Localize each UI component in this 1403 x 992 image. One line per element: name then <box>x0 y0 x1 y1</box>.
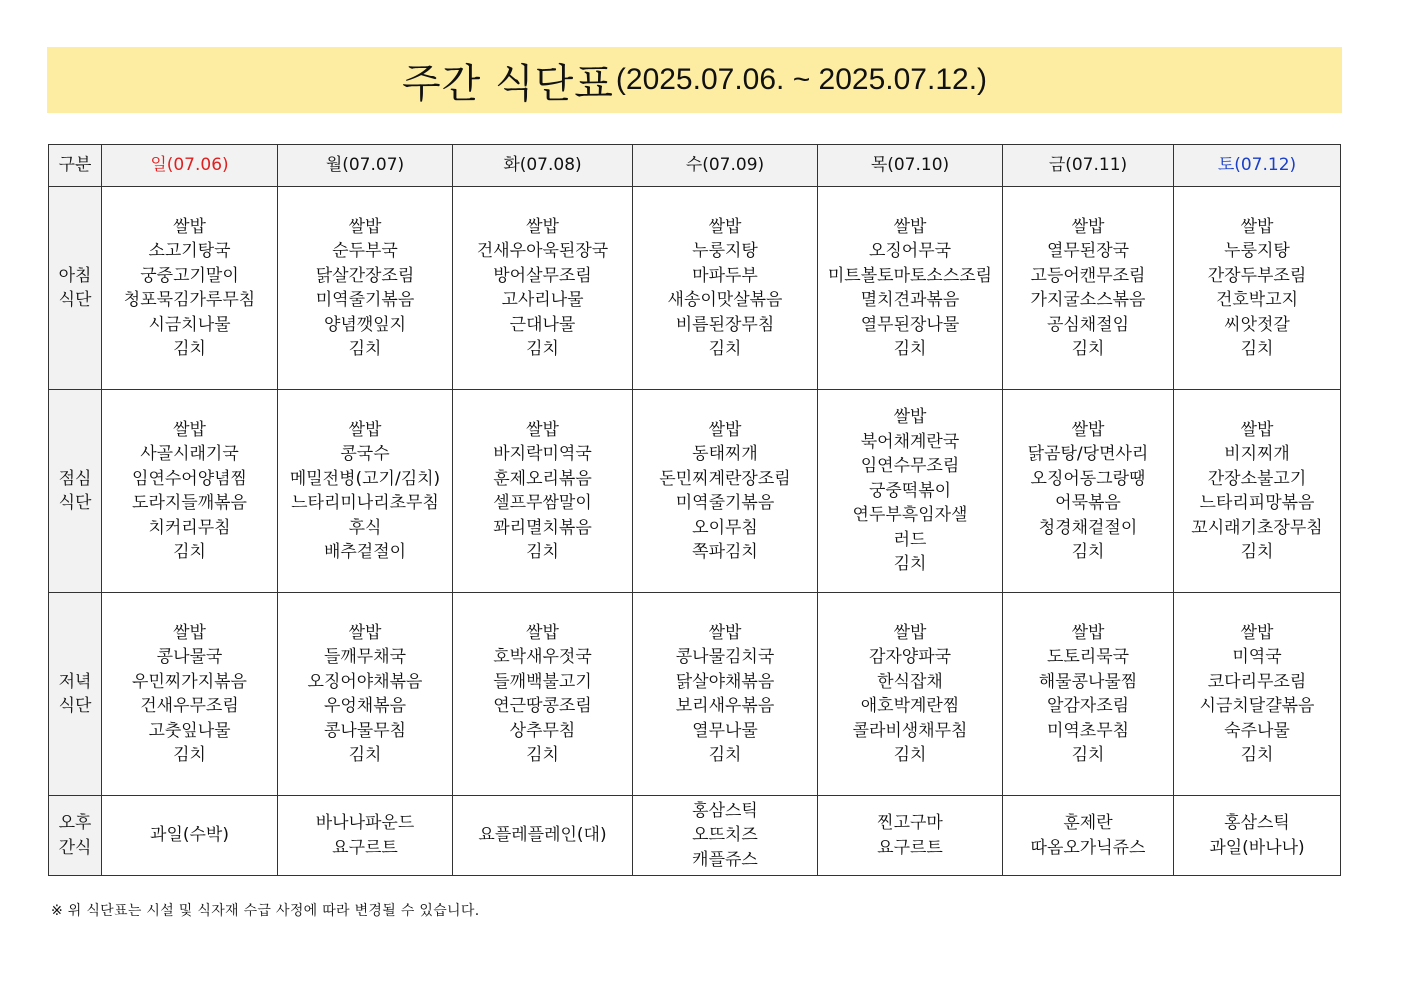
menu-item: 쌀밥 <box>1240 419 1274 440</box>
menu-item: 숙주나물 <box>1224 720 1290 741</box>
menu-cell <box>1003 187 1174 390</box>
menu-item: 김치 <box>1240 745 1274 765</box>
menu-item: 바지락미역국 <box>493 444 592 464</box>
menu-item: 마파두부 <box>692 265 758 286</box>
menu-item: 훈제오리볶음 <box>493 468 592 489</box>
menu-item: 캐플쥬스 <box>692 849 758 870</box>
menu-item: 바나나파운드 <box>315 813 415 833</box>
menu-cell <box>633 187 818 390</box>
menu-item: 가지굴소스볶음 <box>1030 290 1146 310</box>
menu-item: 닭살간장조림 <box>315 265 415 286</box>
meal-label-line: 간식 <box>58 837 92 858</box>
menu-cell <box>453 390 633 593</box>
menu-item: 북어채계란국 <box>860 431 960 452</box>
menu-item: 순두부국 <box>332 241 398 261</box>
menu-cell <box>453 187 633 390</box>
menu-item: 미트볼토마토소스조림 <box>827 265 993 286</box>
menu-item: 사골시래기국 <box>140 444 239 464</box>
menu-item: 메밀전병(고기/김치) <box>289 468 441 489</box>
menu-item: 쌀밥 <box>708 216 742 237</box>
menu-item: 김치 <box>708 745 742 765</box>
menu-item: 김치 <box>173 542 206 562</box>
menu-item: 궁중떡볶이 <box>868 480 952 501</box>
menu-item: 양념깻잎지 <box>323 314 407 335</box>
menu-cell <box>278 187 453 390</box>
menu-item: 과일(수박) <box>150 825 229 846</box>
menu-item: 쌀밥 <box>893 407 927 428</box>
menu-item: 닭곰탕/당면사리 <box>1027 444 1149 464</box>
menu-item: 러드 <box>893 529 927 550</box>
menu-item: 고춧잎나물 <box>148 720 231 741</box>
menu-item: 고사리나물 <box>501 290 584 310</box>
menu-item: 콩국수 <box>340 444 390 464</box>
menu-item: 멸치견과볶음 <box>860 290 960 310</box>
menu-item: 김치 <box>526 745 559 765</box>
menu-item: 오뜨치즈 <box>692 825 758 846</box>
menu-cell <box>278 796 453 876</box>
menu-item: 홍삼스틱 <box>1224 813 1290 833</box>
menu-item: 간장두부조림 <box>1207 265 1307 286</box>
menu-item: 쌀밥 <box>348 622 382 643</box>
menu-item: 김치 <box>526 339 559 359</box>
page-title: 주간 식단표 <box>401 60 614 107</box>
menu-item: 청포묵김가루무침 <box>123 290 256 310</box>
menu-item: 후식 <box>348 517 382 538</box>
menu-cell <box>102 187 278 390</box>
meal-label-line: 아침 <box>58 265 92 286</box>
menu-cell <box>633 593 818 796</box>
meal-label-breakfast <box>49 187 102 390</box>
menu-item: 꼬시래기초장무침 <box>1191 517 1323 538</box>
menu-cell <box>818 187 1003 390</box>
menu-cell <box>278 390 453 593</box>
menu-item: 근대나물 <box>509 314 576 335</box>
menu-item: 도토리묵국 <box>1046 647 1130 667</box>
menu-item: 들깨백불고기 <box>493 671 592 692</box>
menu-item: 콜라비생채무침 <box>852 720 968 741</box>
menu-item: 돈민찌계란장조림 <box>659 468 791 489</box>
menu-item: 김치 <box>1071 542 1105 562</box>
menu-item: 새송이맛살볶음 <box>667 290 783 310</box>
menu-item: 호박새우젓국 <box>493 647 592 667</box>
menu-item: 임연수어양념찜 <box>132 468 247 489</box>
menu-item: 훈제란 <box>1063 813 1113 833</box>
menu-item: 김치 <box>893 339 927 359</box>
menu-item: 해물콩나물찜 <box>1038 671 1138 692</box>
menu-item: 오징어동그랑땡 <box>1030 468 1146 489</box>
meal-label-lunch <box>49 390 102 593</box>
menu-cell <box>818 390 1003 593</box>
menu-cell <box>818 593 1003 796</box>
menu-item: 연두부흑임자샐 <box>852 505 968 526</box>
menu-item: 치커리무침 <box>148 517 231 538</box>
menu-item: 미역줄기볶음 <box>315 290 415 310</box>
menu-item: 쌀밥 <box>348 419 382 440</box>
menu-item: 김치 <box>1071 339 1105 359</box>
meal-label-line: 식단 <box>58 696 92 716</box>
menu-item: 느타리피망볶음 <box>1199 493 1315 513</box>
menu-item: 우엉채볶음 <box>323 696 407 716</box>
menu-cell <box>453 796 633 876</box>
menu-cell <box>1003 796 1174 876</box>
menu-item: 쌀밥 <box>526 622 559 643</box>
menu-item: 청경채겉절이 <box>1038 517 1138 538</box>
menu-cell <box>633 796 818 876</box>
menu-item: 쌀밥 <box>893 622 927 643</box>
menu-item: 비름된장무침 <box>675 314 775 335</box>
menu-item: 김치 <box>173 339 206 359</box>
menu-item: 애호박계란찜 <box>860 696 960 716</box>
menu-item: 김치 <box>893 554 927 575</box>
menu-cell <box>453 593 633 796</box>
menu-item: 건호박고지 <box>1215 290 1299 310</box>
menu-item: 미역초무침 <box>1046 720 1130 741</box>
menu-item: 코다리무조림 <box>1207 671 1307 692</box>
menu-item: 어묵볶음 <box>1055 493 1121 513</box>
menu-item: 미역국 <box>1232 647 1282 667</box>
menu-item: 쌀밥 <box>526 419 559 440</box>
menu-item: 쌀밥 <box>173 419 206 440</box>
menu-item: 쌀밥 <box>1240 216 1274 237</box>
menu-item: 김치 <box>1240 339 1274 359</box>
menu-item: 누룽지탕 <box>1224 241 1290 261</box>
menu-item: 소고기탕국 <box>148 241 231 261</box>
menu-item: 김치 <box>526 542 559 562</box>
menu-item: 오징어야채볶음 <box>307 671 423 692</box>
menu-item: 시금치나물 <box>148 314 231 335</box>
menu-item: 김치 <box>348 745 382 765</box>
menu-item: 콩나물국 <box>156 647 223 667</box>
meal-label-line: 오후 <box>58 813 92 833</box>
menu-item: 쌀밥 <box>708 622 742 643</box>
menu-cell <box>278 593 453 796</box>
menu-item: 요플레플레인(대) <box>478 825 607 846</box>
menu-cell <box>1174 187 1341 390</box>
date-range: (2025.07.06. ~ 2025.07.12.) <box>615 63 988 96</box>
meal-label-line: 식단 <box>58 290 92 310</box>
menu-item: 쌀밥 <box>708 419 742 440</box>
category-header: 구분 <box>49 145 102 187</box>
day-header-sat: 토(07.12) <box>1174 145 1341 187</box>
day-header-wed: 수(07.09) <box>633 145 818 187</box>
weekly-menu-table <box>48 144 1341 876</box>
menu-cell <box>102 390 278 593</box>
menu-cell <box>1174 796 1341 876</box>
menu-item: 과일(바나나) <box>1209 837 1305 858</box>
menu-item: 열무나물 <box>692 720 758 741</box>
menu-item: 건새우아욱된장국 <box>476 241 609 261</box>
menu-item: 김치 <box>173 745 206 765</box>
menu-item: 쌀밥 <box>526 216 559 237</box>
menu-item: 우민찌가지볶음 <box>132 671 247 692</box>
menu-cell <box>818 796 1003 876</box>
menu-cell <box>102 593 278 796</box>
menu-item: 요구르트 <box>877 837 943 858</box>
menu-item: 건새우무조림 <box>140 696 239 716</box>
menu-item: 쌀밥 <box>1071 216 1105 237</box>
menu-item: 한식잡채 <box>877 671 943 692</box>
menu-item: 동태찌개 <box>692 444 758 464</box>
menu-item: 콩나물김치국 <box>675 647 775 667</box>
day-header-fri: 금(07.11) <box>1003 145 1174 187</box>
menu-item: 들깨무채국 <box>323 647 407 667</box>
menu-item: 콩나물무침 <box>323 720 407 741</box>
menu-item: 쌀밥 <box>173 622 206 643</box>
meal-label-line: 저녁 <box>58 671 92 692</box>
menu-item: 오징어무국 <box>868 241 952 261</box>
day-header-thu: 목(07.10) <box>818 145 1003 187</box>
menu-cell <box>1174 593 1341 796</box>
menu-item: 쌀밥 <box>1071 419 1105 440</box>
menu-item: 셀프무쌈말이 <box>493 493 592 513</box>
menu-item: 미역줄기볶음 <box>675 493 775 513</box>
menu-item: 따옴오가닉쥬스 <box>1030 837 1146 858</box>
menu-item: 홍삼스틱 <box>692 800 758 821</box>
day-header-sun: 일(07.06) <box>102 145 278 187</box>
menu-item: 김치 <box>893 745 927 765</box>
menu-item: 열무된장국 <box>1046 241 1130 261</box>
menu-cell <box>633 390 818 593</box>
menu-item: 요구르트 <box>332 837 398 858</box>
menu-item: 쪽파김치 <box>692 542 758 562</box>
meal-row-lunch <box>49 390 1341 593</box>
menu-item: 간장소불고기 <box>1207 468 1307 489</box>
menu-item: 쌀밥 <box>173 216 206 237</box>
footnote: ※ 위 식단표는 시설 및 식자재 수급 사정에 따라 변경될 수 있습니다. <box>51 903 480 919</box>
menu-item: 배추겉절이 <box>323 542 407 562</box>
menu-cell <box>1003 390 1174 593</box>
menu-item: 누룽지탕 <box>692 241 758 261</box>
menu-item: 쌀밥 <box>1071 622 1105 643</box>
menu-item: 상추무침 <box>509 720 576 741</box>
menu-item: 임연수무조림 <box>860 456 960 477</box>
menu-item: 쌀밥 <box>893 216 927 237</box>
menu-item: 시금치달걀볶음 <box>1199 696 1315 716</box>
menu-item: 도라지들깨볶음 <box>132 493 247 513</box>
menu-cell <box>1174 390 1341 593</box>
menu-item: 고등어캔무조림 <box>1030 265 1146 286</box>
meal-row-dinner <box>49 593 1341 796</box>
meal-label-snack <box>49 796 102 876</box>
menu-item: 오이무침 <box>692 517 758 538</box>
menu-item: 김치 <box>348 339 382 359</box>
meal-label-dinner <box>49 593 102 796</box>
menu-item: 쌀밥 <box>348 216 382 237</box>
menu-cell <box>1003 593 1174 796</box>
meal-label-line: 식단 <box>58 493 92 513</box>
meal-label-line: 점심 <box>58 468 92 489</box>
menu-item: 찐고구마 <box>877 813 943 833</box>
header-row <box>49 145 1341 187</box>
meal-row-breakfast <box>49 187 1341 390</box>
menu-cell <box>102 796 278 876</box>
menu-item: 씨앗젓갈 <box>1224 314 1290 335</box>
day-header-tue: 화(07.08) <box>453 145 633 187</box>
menu-item: 감자양파국 <box>868 647 952 667</box>
menu-item: 궁중고기말이 <box>140 265 239 286</box>
menu-item: 연근땅콩조림 <box>493 696 592 716</box>
menu-item: 방어살무조림 <box>493 265 592 286</box>
menu-item: 김치 <box>1071 745 1105 765</box>
menu-item: 느타리미나리초무침 <box>291 493 439 513</box>
menu-item: 비지찌개 <box>1224 444 1290 464</box>
menu-item: 쌀밥 <box>1240 622 1274 643</box>
meal-row-snack <box>49 796 1341 876</box>
title-banner <box>47 47 1342 113</box>
menu-item: 김치 <box>708 339 742 359</box>
menu-item: 열무된장나물 <box>860 314 960 335</box>
menu-item: 닭살야채볶음 <box>675 671 775 692</box>
menu-item: 꽈리멸치볶음 <box>493 517 592 538</box>
menu-item: 알감자조림 <box>1046 696 1130 716</box>
menu-item: 보리새우볶음 <box>675 696 775 716</box>
menu-item: 김치 <box>1240 542 1274 562</box>
day-header-mon: 월(07.07) <box>278 145 453 187</box>
menu-item: 공심채절임 <box>1046 314 1130 335</box>
